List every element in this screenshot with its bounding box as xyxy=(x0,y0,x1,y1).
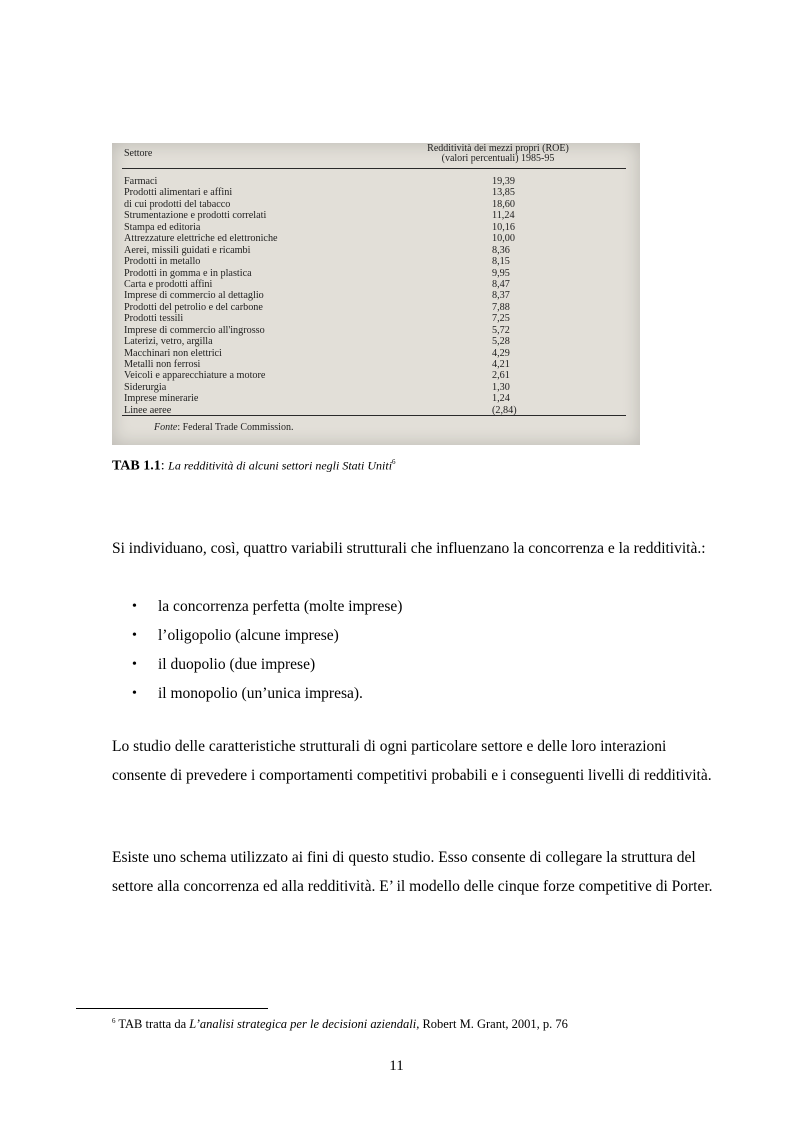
bullet-icon: • xyxy=(132,657,137,672)
table-cell-sector: Prodotti alimentari e affini xyxy=(124,187,233,199)
caption-footnote-ref[interactable]: 6 xyxy=(392,458,396,466)
table-cell-roe: 10,00 xyxy=(492,233,515,245)
table-header-roe xyxy=(382,144,614,164)
page-number: 11 xyxy=(389,1058,404,1074)
table-cell-roe: 18,60 xyxy=(492,198,515,210)
footnote xyxy=(112,1017,568,1032)
table-row xyxy=(124,302,624,313)
footnote-title: L’analisi strategica per le decisioni aziendali, xyxy=(189,1017,420,1032)
footnote-number: 6 xyxy=(112,1017,116,1025)
bullet-icon: • xyxy=(132,686,137,701)
table-row xyxy=(124,268,624,279)
table-row xyxy=(124,290,624,301)
list-item-text: l’oligopolio (alcune imprese) xyxy=(158,627,339,644)
table-row xyxy=(124,279,624,290)
footnote-suffix: Robert M. Grant, 2001, p. 76 xyxy=(419,1017,568,1032)
table-cell-roe: 7,25 xyxy=(492,313,510,325)
table-cell-roe: 19,39 xyxy=(492,176,515,187)
table-row xyxy=(124,313,624,324)
table-cell-roe: 8,37 xyxy=(492,290,510,302)
table-cell-sector: Prodotti in gomma e in plastica xyxy=(124,267,252,279)
table-cell-sector: Linee aeree xyxy=(124,404,172,416)
table-header-roe-line2: (valori percentuali) 1985-95 xyxy=(441,153,555,164)
table-cell-sector: Farmaci xyxy=(124,176,158,187)
table-cell-sector: Prodotti tessili xyxy=(124,313,184,325)
bullet-list xyxy=(112,592,712,708)
table-row xyxy=(124,382,624,393)
table-cell-roe: 2,61 xyxy=(492,370,510,382)
table-cell-sector: Prodotti del petrolio e del carbone xyxy=(124,301,263,313)
table-cell-roe: 4,29 xyxy=(492,347,510,359)
table-cell-roe: 7,88 xyxy=(492,301,510,313)
table-source xyxy=(154,422,293,433)
table-body xyxy=(124,176,624,416)
table-cell-roe: 13,85 xyxy=(492,187,515,199)
table-cell-roe: 5,72 xyxy=(492,324,510,336)
table-source-label: Fonte xyxy=(154,422,178,433)
caption-label: TAB 1.1 xyxy=(112,458,161,474)
bullet-icon: • xyxy=(132,628,137,643)
table-cell-sector: di cui prodotti del tabacco xyxy=(124,198,231,210)
table-row xyxy=(124,210,624,221)
bullet-icon: • xyxy=(132,599,137,614)
table-cell-sector: Carta e prodotti affini xyxy=(124,278,213,290)
table-cell-sector: Strumentazione e prodotti correlati xyxy=(124,210,267,222)
table-cell-sector: Imprese minerarie xyxy=(124,393,199,405)
table-cell-roe: 10,16 xyxy=(492,221,515,233)
table-row xyxy=(124,176,624,187)
table-row xyxy=(124,348,624,359)
list-item xyxy=(112,621,712,650)
table-cell-roe: 9,95 xyxy=(492,267,510,279)
table-cell-roe: 8,47 xyxy=(492,278,510,290)
list-item-text: il monopolio (un’unica impresa). xyxy=(158,685,363,702)
table-source-text: : Federal Trade Commission. xyxy=(177,422,294,433)
table-top-rule xyxy=(122,168,626,169)
table-cell-roe: 8,15 xyxy=(492,256,510,268)
list-item xyxy=(112,679,712,708)
table-row xyxy=(124,222,624,233)
table-row xyxy=(124,199,624,210)
table-row xyxy=(124,325,624,336)
table-cell-roe: 11,24 xyxy=(492,210,515,222)
table-row xyxy=(124,245,624,256)
table-cell-roe: 8,36 xyxy=(492,244,510,256)
table-cell-sector: Imprese di commercio al dettaglio xyxy=(124,290,264,302)
table-cell-sector: Imprese di commercio all'ingrosso xyxy=(124,324,265,336)
table-cell-sector: Laterizi, vetro, argilla xyxy=(124,336,213,348)
table-cell-sector: Macchinari non elettrici xyxy=(124,347,222,359)
table-cell-roe: 5,28 xyxy=(492,336,510,348)
table-row xyxy=(124,393,624,404)
table-cell-sector: Siderurgia xyxy=(124,381,167,393)
table-cell-sector: Attrezzature elettriche ed elettroniche xyxy=(124,233,278,245)
table-header-roe-line1: Redditività dei mezzi propri (ROE) xyxy=(427,143,569,154)
table-row xyxy=(124,359,624,370)
table-cell-sector: Metalli non ferrosi xyxy=(124,359,201,370)
table-cell-roe: 1,24 xyxy=(492,393,510,405)
table-row xyxy=(124,370,624,381)
paragraph-study: Lo studio delle caratteristiche strutturali di ogni particolare settore e delle loro interazioni consente di prevedere i comportamenti competitivi probabili e i conseguenti livelli di redditività. xyxy=(112,738,712,784)
table-cell-roe: (2,84) xyxy=(492,404,517,416)
caption-text: La redditività di alcuni settori negli Stati Uniti xyxy=(168,458,393,473)
footnote-prefix: TAB tratta da xyxy=(115,1017,190,1032)
list-item-text: la concorrenza perfetta (molte imprese) xyxy=(158,598,403,615)
table-bottom-rule xyxy=(122,415,626,416)
table-row xyxy=(124,187,624,198)
paragraph-porter: Esiste uno schema utilizzato ai fini di questo studio. Esso consente di collegare la struttura del settore alla concorrenza ed alla redditività. E’ il modello delle cinque forze competitive di Porter. xyxy=(112,849,713,895)
table-row xyxy=(124,233,624,244)
scanned-table-image xyxy=(112,143,640,445)
table-caption xyxy=(112,458,396,475)
table-cell-roe: 1,30 xyxy=(492,381,510,393)
table-cell-sector: Prodotti in metallo xyxy=(124,256,201,268)
caption-separator: : xyxy=(160,458,169,474)
list-item-text: il duopolio (due imprese) xyxy=(158,656,316,673)
table-row xyxy=(124,256,624,267)
table-cell-roe: 4,21 xyxy=(492,359,510,370)
table-cell-sector: Veicoli e apparecchiature a motore xyxy=(124,370,266,382)
table-cell-sector: Stampa ed editoria xyxy=(124,221,201,233)
table-header-sector: Settore xyxy=(124,148,153,159)
paragraph-intro: Si individuano, così, quattro variabili strutturali che influenzano la concorrenza e la redditività.: xyxy=(112,540,706,557)
footnote-separator xyxy=(76,1008,268,1009)
table-row xyxy=(124,336,624,347)
list-item xyxy=(112,650,712,679)
table-cell-sector: Aerei, missili guidati e ricambi xyxy=(124,244,251,256)
list-item xyxy=(112,592,712,621)
